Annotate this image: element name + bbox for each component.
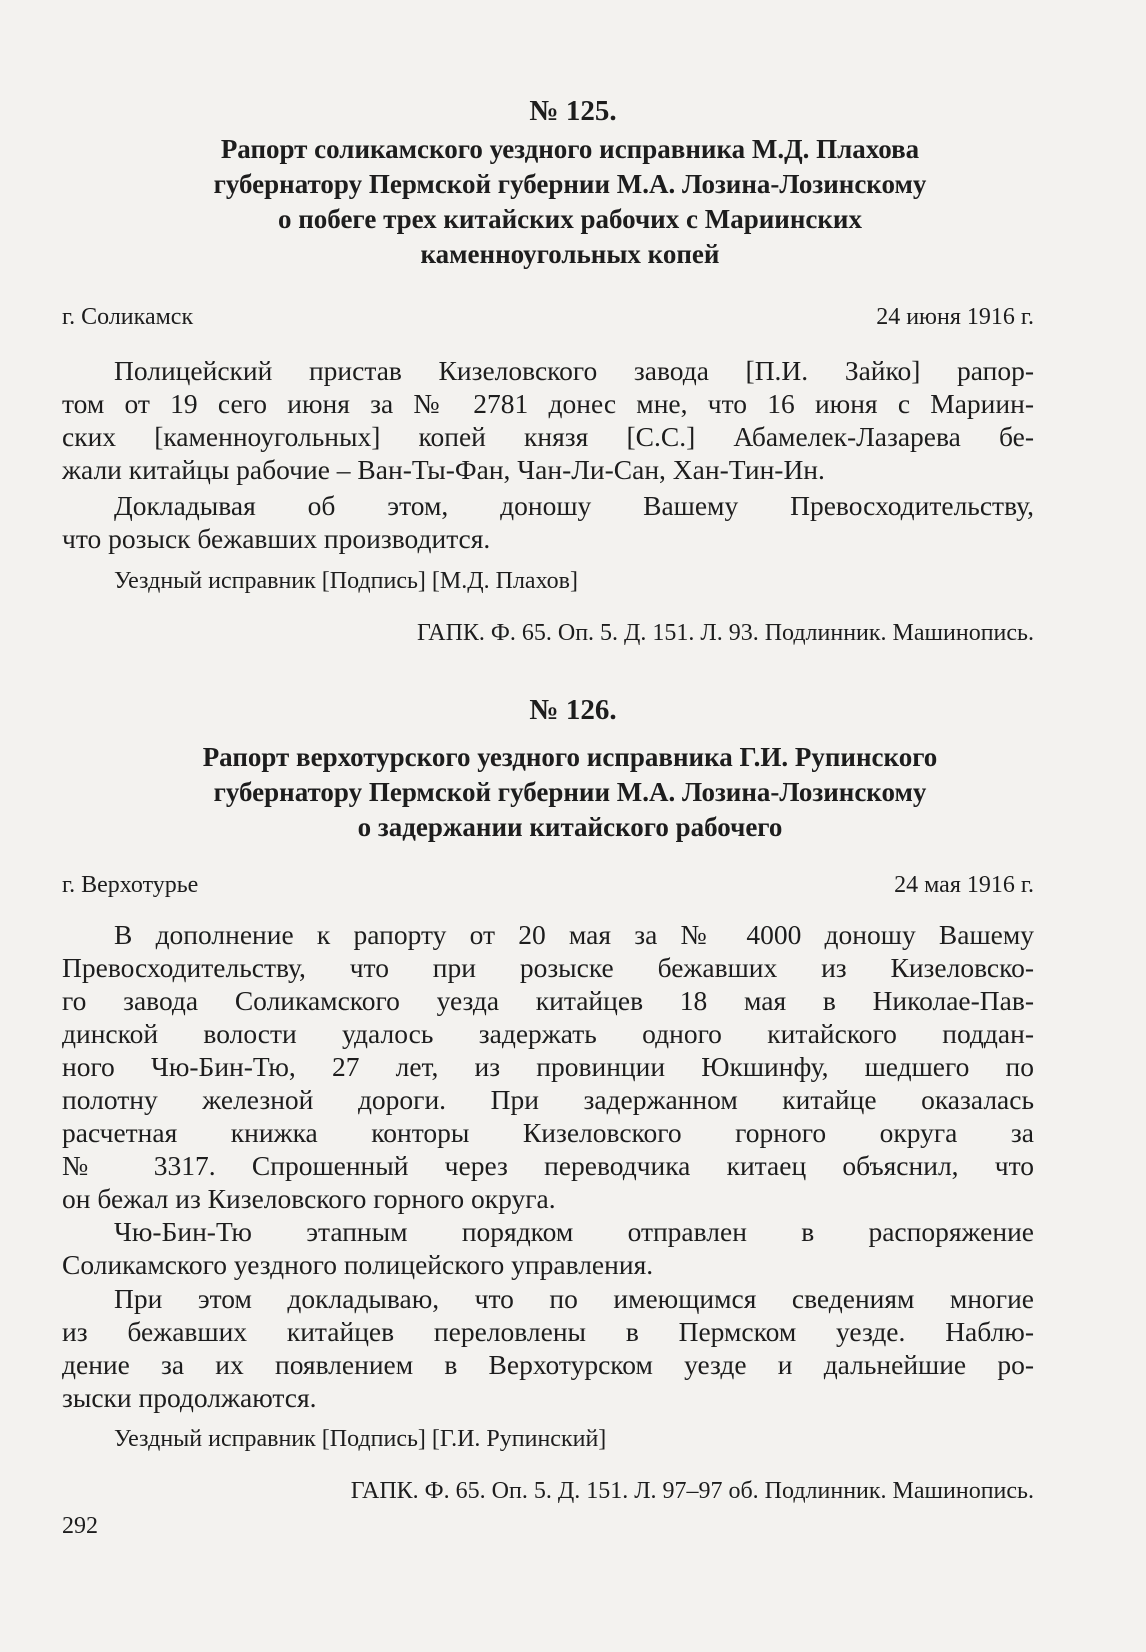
signature-line: Уездный исправник [Подпись] [М.Д. Плахов] xyxy=(114,568,578,594)
document-place: г. Верхотурье xyxy=(62,872,199,898)
page-number: 292 xyxy=(62,1513,98,1539)
text-line: Превосходительству, что при розыске бежавших из Кизеловско- xyxy=(62,952,1034,983)
document-paragraph xyxy=(62,918,1034,1215)
text-line: Полицейский пристав Кизеловского завода [П.И. Зайко] рапор- xyxy=(114,355,1034,386)
place-date-line xyxy=(62,302,1034,332)
document-number: № 125. xyxy=(529,95,617,127)
title-line: Рапорт верхотурского уездного исправника Г.И. Рупинского xyxy=(202,742,938,772)
text-line: дение за их появлением в Верхотурском уезде и дальнейшие ро- xyxy=(62,1349,1034,1380)
document-date: 24 июня 1916 г. xyxy=(876,304,1034,330)
archive-source: ГАПК. Ф. 65. Оп. 5. Д. 151. Л. 93. Подлинник. Машинопись. xyxy=(416,620,1034,646)
text-line: зыски продолжаются. xyxy=(62,1382,317,1413)
document-paragraph xyxy=(62,1215,1034,1281)
signature-line: Уездный исправник [Подпись] [Г.И. Рупинский] xyxy=(114,1426,607,1452)
text-line: Соликамского уездного полицейского управления. xyxy=(62,1249,654,1280)
text-line: ного Чю-Бин-Тю, 27 лет, из провинции Юкшинфу, шедшего по xyxy=(62,1051,1034,1082)
archive-source: ГАПК. Ф. 65. Оп. 5. Д. 151. Л. 97–97 об. Подлинник. Машинопись. xyxy=(350,1478,1034,1504)
text-line: В дополнение к рапорту от 20 мая за № 4000 доношу Вашему xyxy=(114,919,1034,950)
text-line: из бежавших китайцев переловлены в Пермском уезде. Наблю- xyxy=(62,1316,1034,1347)
document-title xyxy=(70,132,1070,272)
document-place: г. Соликамск xyxy=(62,304,194,330)
title-line: о задержании китайского рабочего xyxy=(357,812,783,842)
title-line: Рапорт соликамского уездного исправника М.Д. Плахова xyxy=(220,134,920,164)
text-line: Чю-Бин-Тю этапным порядком отправлен в распоряжение xyxy=(114,1216,1034,1247)
text-line: го завода Соликамского уезда китайцев 18 мая в Николае-Пав- xyxy=(62,985,1034,1016)
text-line: динской волости удалось задержать одного китайского поддан- xyxy=(62,1018,1034,1049)
text-line: жали китайцы рабочие – Ван-Ты-Фан, Чан-Ли-Сан, Хан-Тин-Ин. xyxy=(62,454,825,485)
document-title xyxy=(70,740,1070,845)
text-line: расчетная книжка конторы Кизеловского горного округа за xyxy=(62,1117,1034,1148)
text-line: ских [каменноугольных] копей князя [С.С.] Абамелек-Лазарева бе- xyxy=(62,421,1034,452)
document-number: № 126. xyxy=(529,694,617,726)
title-line: губернатору Пермской губернии М.А. Лозина-Лозинскому xyxy=(213,169,927,199)
document-paragraph xyxy=(62,354,1034,486)
text-line: № 3317. Спрошенный через переводчика китаец объяснил, что xyxy=(62,1150,1034,1181)
title-line: каменноугольных копей xyxy=(420,239,720,269)
text-line: том от 19 сего июня за № 2781 донес мне, что 16 июня с Мариин- xyxy=(62,388,1034,419)
document-paragraph xyxy=(62,489,1034,555)
place-date-line xyxy=(62,870,1034,900)
text-line: Докладывая об этом, доношу Вашему Превосходительству, xyxy=(114,490,1034,521)
text-line: что розыск бежавших производится. xyxy=(62,523,491,554)
text-line: полотну железной дороги. При задержанном китайце оказалась xyxy=(62,1084,1034,1115)
document-date: 24 мая 1916 г. xyxy=(894,872,1034,898)
title-line: губернатору Пермской губернии М.А. Лозина-Лозинскому xyxy=(213,777,927,807)
text-line: он бежал из Кизеловского горного округа. xyxy=(62,1183,556,1214)
text-line: При этом докладываю, что по имеющимся сведениям многие xyxy=(114,1283,1034,1314)
document-paragraph xyxy=(62,1282,1034,1414)
title-line: о побеге трех китайских рабочих с Мариинских xyxy=(278,204,862,234)
